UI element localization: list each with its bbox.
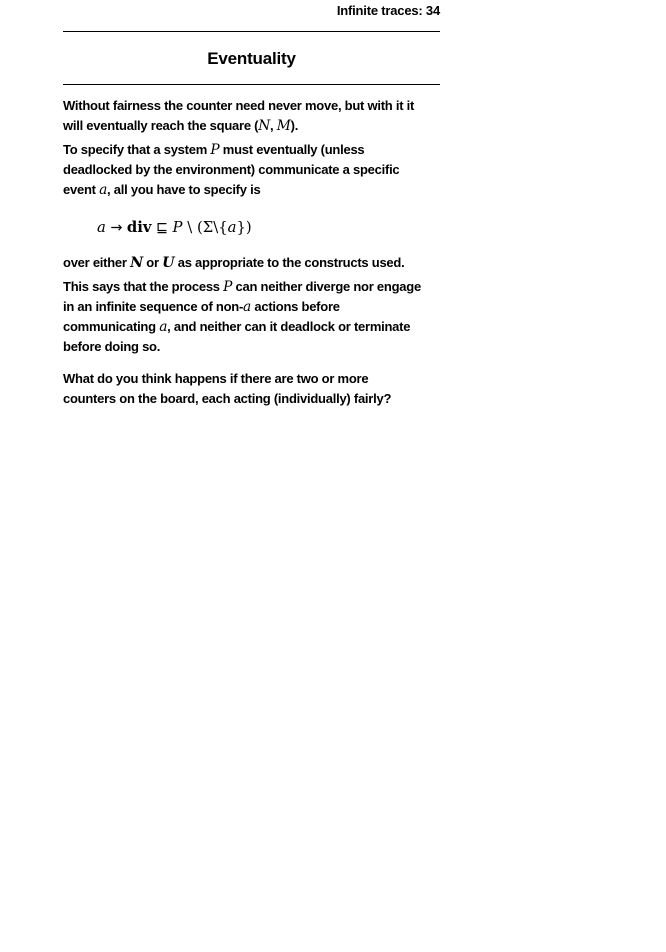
title-rule [63,84,440,85]
paragraph-specify [63,140,440,200]
math-script-U: U [162,255,175,271]
text-segment: ). [290,118,299,133]
math-var-a: a [97,219,106,236]
math-var-a: a [99,182,108,198]
text-segment: communicating [63,319,160,334]
text-segment: counters on the board, each acting (individually) fairly? [63,391,392,406]
text-segment: in an infinite sequence of non- [63,299,244,314]
text-segment: deadlocked by the environment) communicate a specific [63,162,400,177]
text-segment: What do you think happens if there are two or more [63,371,369,386]
text-segment: as appropriate to the constructs used. [174,255,405,270]
closing-braces: }) [236,219,252,236]
text-segment: To specify that a system [63,142,211,157]
text-segment: event [63,182,100,197]
math-var-M: M [276,118,291,134]
paragraph-explanation [63,277,440,357]
page-header [63,0,440,19]
text-segment: or [142,255,163,270]
slide-content [63,0,440,409]
refinement-symbol: ⊑ [151,220,173,236]
text-segment: must eventually (unless [219,142,365,157]
math-var-a: a [243,299,252,315]
text-segment: can neither diverge nor engage [232,279,421,294]
text-segment: , all you have to specify is [107,182,261,197]
refinement-formula [97,217,440,238]
text-segment: This says that the process [63,279,224,294]
math-var-a: a [227,219,237,236]
text-segment: , [270,118,277,133]
text-segment: actions before [251,299,340,314]
math-var-a: a [159,319,168,335]
math-var-P: P [210,142,220,158]
text-segment: over either [63,255,131,270]
text-segment: Without fairness the counter need never move, but with it it [63,98,415,113]
text-segment: before doing so. [63,339,161,354]
math-var-N: N [258,118,271,134]
paragraph-fairness [63,96,440,136]
header-rule [63,31,440,32]
math-keyword-div: div [126,219,152,236]
text-segment: will eventually reach the square ( [63,118,259,133]
math-script-N: N [130,255,143,271]
hiding-sigma-expression: \ (Σ\{ [182,219,228,236]
slide-title: Eventuality [207,49,296,68]
header-label: Infinite traces: 34 [336,3,440,18]
math-var-P: P [172,219,183,236]
paragraph-question [63,369,440,409]
text-segment: , and neither can it deadlock or terminate [167,319,411,334]
math-var-P: P [223,279,233,295]
arrow-right-symbol: → [105,220,127,236]
paragraph-models [63,253,440,273]
